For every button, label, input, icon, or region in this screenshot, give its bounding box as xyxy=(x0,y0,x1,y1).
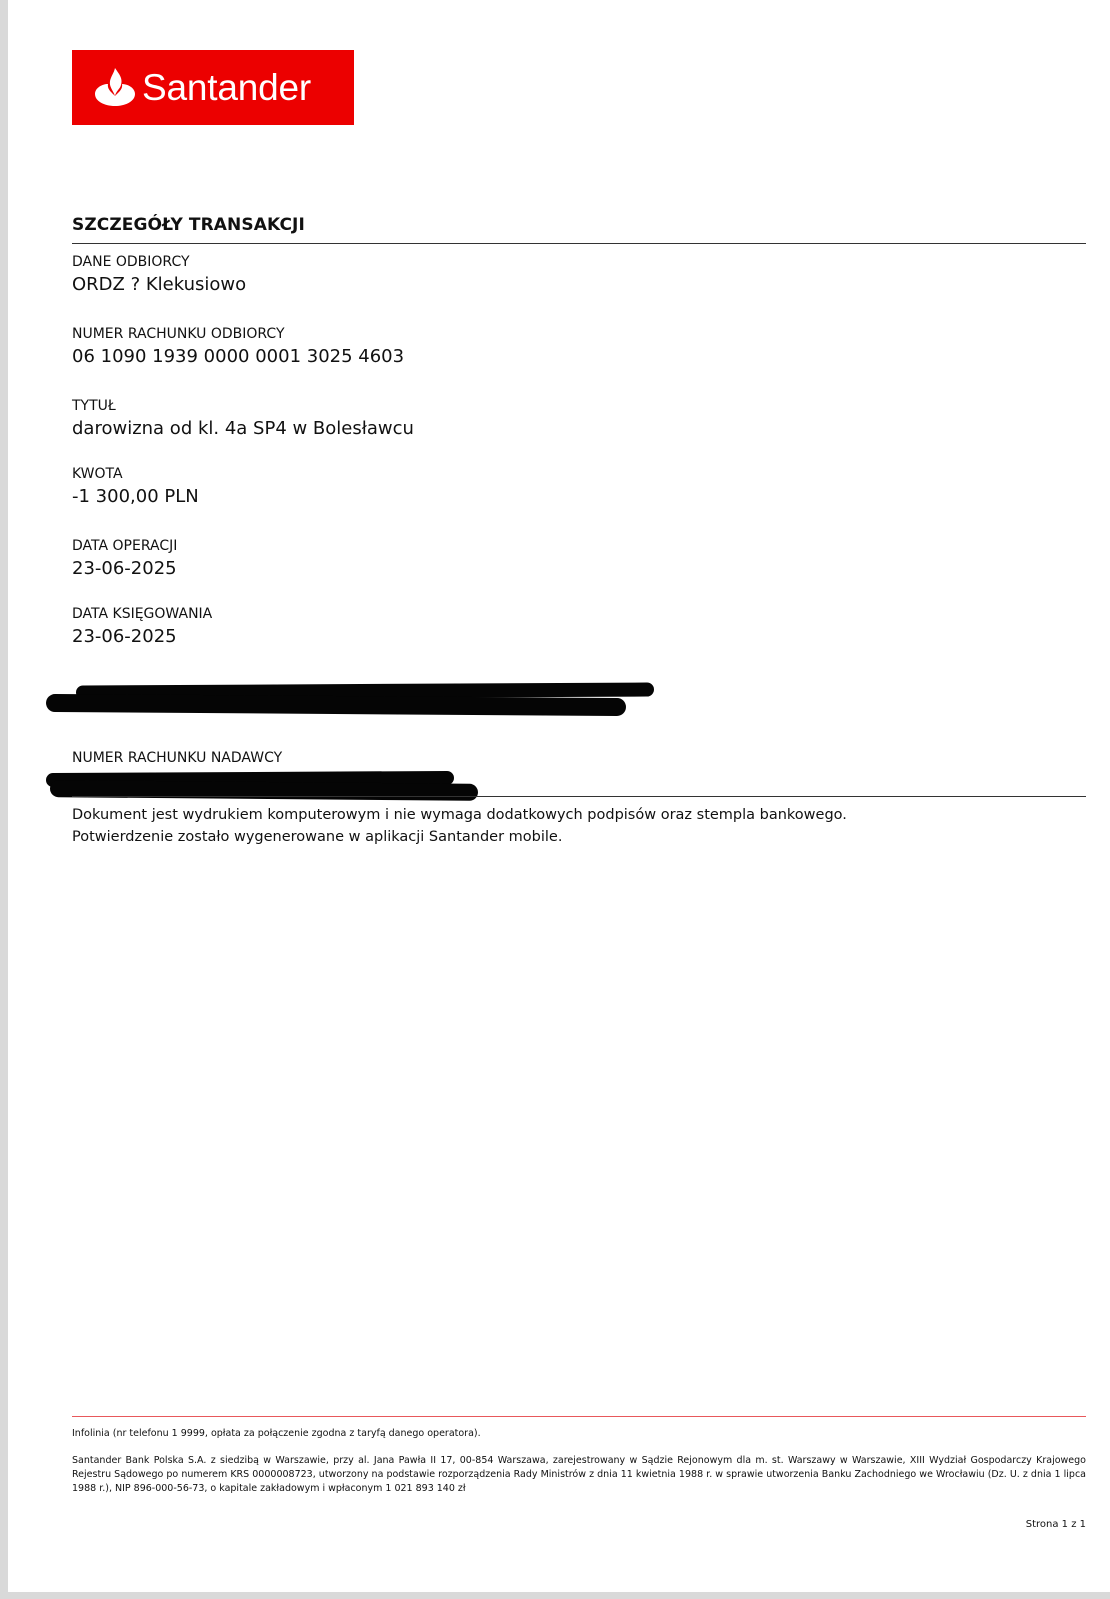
section-title: SZCZEGÓŁY TRANSAKCJI xyxy=(72,215,305,235)
booking-date-value: 23-06-2025 xyxy=(72,626,177,647)
operation-date-value: 23-06-2025 xyxy=(72,558,177,579)
amount-label: KWOTA xyxy=(72,466,123,482)
recipient-name-value: ORDZ ? Klekusiowo xyxy=(72,274,247,295)
infolinia-text: Infolinia (nr telefonu 1 9999, opłata za połączenie zgodna z taryfą danego operatora). xyxy=(72,1428,481,1439)
title-label: TYTUŁ xyxy=(72,398,116,414)
operation-date-label: DATA OPERACJI xyxy=(72,538,178,554)
section-divider xyxy=(72,243,1086,244)
santander-logo xyxy=(72,50,354,125)
sender-account-label: NUMER RACHUNKU NADAWCY xyxy=(72,750,283,766)
title-value: darowizna od kl. 4a SP4 w Bolesławcu xyxy=(72,418,414,439)
document-page xyxy=(8,0,1110,1592)
recipient-name-label: DANE ODBIORCY xyxy=(72,254,190,270)
legal-text: Santander Bank Polska S.A. z siedzibą w Warszawie, przy al. Jana Pawła II 17, 00-854 Warszawa, zarejestrowany w Sądzie Rejonowym dla m. st. Warszawy w Warszawie, XIII Wydział Gospodarczy Krajowego Rejestru Sądowego po numerem KRS 0000008723, utworzony na podstawie rozporządzenia Rady Ministrów z dnia 11 kwietnia 1988 r. w sprawie utworzenia Banku Zachodniego we Wrocławiu (Dz. U. z dnia 1 lipca 1988 r.), NIP 896-000-56-73, o kapitale zakładowym i wpłaconym 1 021 893 140 zł xyxy=(72,1455,1086,1494)
page-number: Strona 1 z 1 xyxy=(1025,1519,1086,1530)
booking-date-label: DATA KSIĘGOWANIA xyxy=(72,606,213,622)
footer-divider xyxy=(72,1416,1086,1417)
logo-wordmark: Santander xyxy=(142,66,311,108)
redaction-mark xyxy=(50,780,478,801)
recipient-account-label: NUMER RACHUNKU ODBIORCY xyxy=(72,326,285,342)
flame-icon xyxy=(92,65,138,111)
disclaimer-line: Potwierdzenie zostało wygenerowane w aplikacji Santander mobile. xyxy=(72,829,563,845)
disclaimer-line: Dokument jest wydrukiem komputerowym i nie wymaga dodatkowych podpisów oraz stempla bankowego. xyxy=(72,807,847,823)
amount-value: -1 300,00 PLN xyxy=(72,486,199,507)
redaction-mark xyxy=(46,694,626,716)
details-divider xyxy=(72,796,1086,797)
recipient-account-value: 06 1090 1939 0000 0001 3025 4603 xyxy=(72,346,405,367)
